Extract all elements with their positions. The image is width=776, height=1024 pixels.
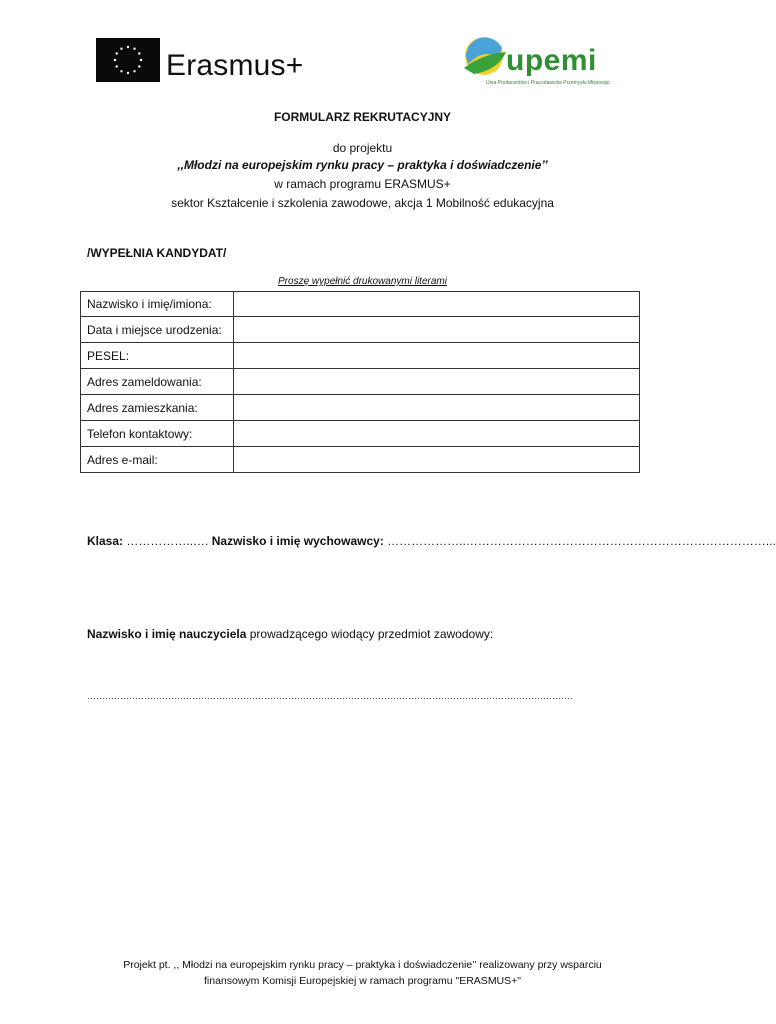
field-pesel[interactable] xyxy=(234,343,640,369)
class-field[interactable]: ……………..…. xyxy=(126,534,209,548)
program-line: w ramach programu ERASMUS+ xyxy=(274,177,451,191)
teacher-field[interactable]: ……………………………………………………………………………………………………………………………………………… xyxy=(87,691,573,701)
field-residence-address[interactable] xyxy=(234,395,640,421)
row-label-registered-address: Adres zameldowania: xyxy=(81,369,234,395)
row-label-email: Adres e-mail: xyxy=(81,447,234,473)
form-title: FORMULARZ REKRUTACYJNY xyxy=(273,110,452,124)
sector-line: sektor Kształcenie i szkolenia zawodowe, akcja 1 Mobilność edukacyjna xyxy=(171,196,554,210)
field-registered-address[interactable] xyxy=(234,369,640,395)
upemi-logo-text: upemi xyxy=(506,44,597,77)
erasmus-logo-text: Erasmus+ xyxy=(166,49,304,82)
field-email[interactable] xyxy=(234,447,640,473)
table-row xyxy=(81,292,640,317)
footer-line-2: finansowym Komisji Europejskiej w ramach programu "ERASMUS+" xyxy=(203,975,522,987)
footer-line-1: Projekt pt. ,, Młodzi na europejskim rynku pracy – praktyka i doświadczenie’’ realizowany przy wsparciu xyxy=(123,959,602,971)
teacher-line xyxy=(87,626,493,642)
project-title: ,,Młodzi na europejskim rynku pracy – praktyka i doświadczenie’’ xyxy=(177,158,548,172)
class-tutor-line xyxy=(87,533,776,549)
row-label-pesel: PESEL: xyxy=(81,343,234,369)
tutor-field[interactable]: ………………..…………………………………………………………………... xyxy=(387,534,776,548)
tutor-label: Nazwisko i imię wychowawcy: xyxy=(211,534,384,548)
teacher-label-bold: Nazwisko i imię nauczyciela xyxy=(87,627,247,641)
field-phone[interactable] xyxy=(234,421,640,447)
table-row xyxy=(81,395,640,421)
table-row xyxy=(81,317,640,343)
table-row xyxy=(81,343,640,369)
row-label-phone: Telefon kontaktowy: xyxy=(81,421,234,447)
candidate-section-heading: /WYPEŁNIA KANDYDAT/ xyxy=(87,246,227,260)
candidate-data-table xyxy=(80,291,640,473)
row-label-name: Nazwisko i imię/imiona: xyxy=(81,292,234,317)
intro-line: do projektu xyxy=(332,141,393,155)
field-birth[interactable] xyxy=(234,317,640,343)
fill-instruction: Proszę wypełnić drukowanymi literami xyxy=(278,276,447,287)
table-row xyxy=(81,447,640,473)
field-name[interactable] xyxy=(234,292,640,317)
row-label-residence-address: Adres zamieszkania: xyxy=(81,395,234,421)
page-footer xyxy=(0,957,725,989)
row-label-birth: Data i miejsce urodzenia: xyxy=(81,317,234,343)
erasmus-plus-logo xyxy=(96,36,312,88)
class-label: Klasa: xyxy=(87,534,124,548)
upemi-logo xyxy=(458,30,634,94)
table-row xyxy=(81,369,640,395)
table-row xyxy=(81,421,640,447)
teacher-label-rest: prowadzącego wiodący przedmiot zawodowy: xyxy=(249,627,494,641)
upemi-logo-subtitle: Unia Producentów i Pracodawców Przemysłu Mięsnego xyxy=(486,80,610,86)
eu-stars-icon xyxy=(96,38,160,82)
eu-flag-icon xyxy=(96,38,160,82)
